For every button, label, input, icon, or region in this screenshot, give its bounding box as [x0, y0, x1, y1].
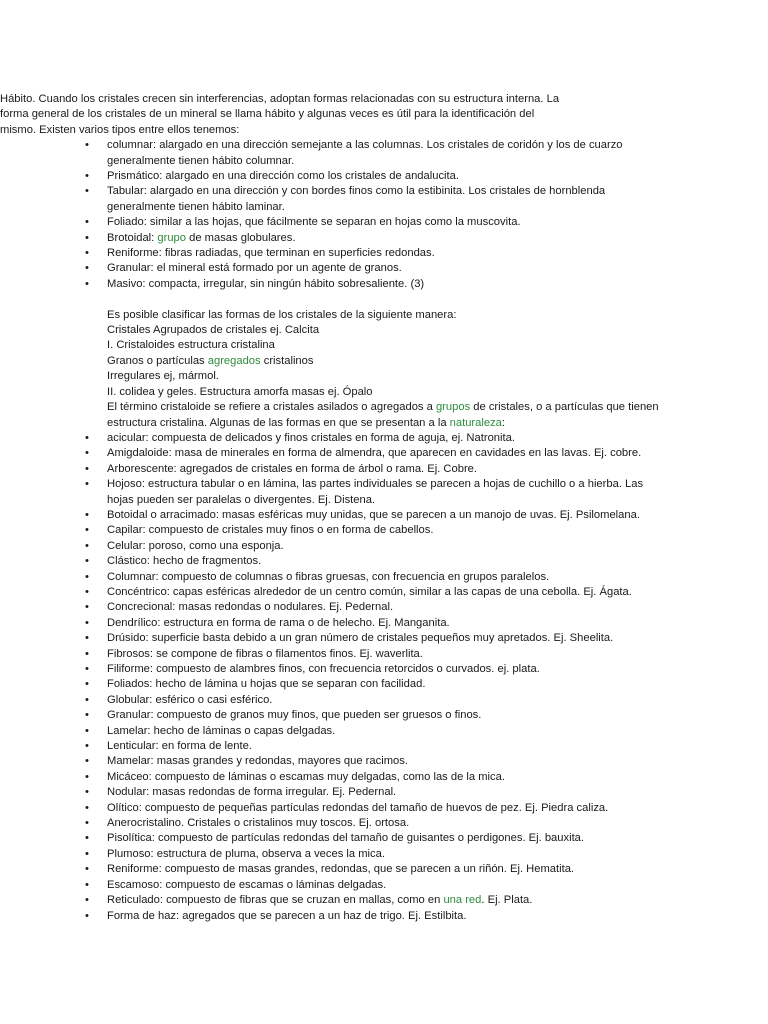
list-item-text: Plumoso: estructura de pluma, observa a veces la mica.	[107, 847, 385, 860]
bullet-icon: •	[85, 878, 89, 891]
list-item-text: acicular: compuesta de delicados y finos cristales en forma de aguja, ej. Natronita.	[107, 431, 515, 444]
bullet-icon: •	[85, 478, 89, 491]
bullet-icon: •	[85, 508, 89, 521]
list-item-text: Drúsido: superficie basta debido a un gran número de cristales pequeños muy apretados. Ej. Sheelita.	[107, 632, 614, 645]
classification-line-4-post: cristalinos	[260, 354, 314, 367]
list-item-text: Olítico: compuesto de pequeñas partículas redondas del tamaño de huevos de pez. Ej. Piedra caliza.	[107, 801, 609, 814]
list-item	[0, 862, 667, 877]
inline-link[interactable]: una red	[443, 894, 482, 907]
list-item-text: Capilar: compuesto de cristales muy finos o en forma de cabellos.	[107, 524, 434, 537]
bullet-icon: •	[85, 277, 89, 290]
bullet-icon: •	[85, 447, 89, 460]
list-item-text: columnar: alargado en una dirección semejante a las columnas. Los cristales de coridón y los de cuarzo generalmente tienen hábito columnar.	[107, 139, 623, 167]
classification-section	[107, 308, 667, 431]
classification-line-7	[107, 400, 667, 431]
naturaleza-link[interactable]: naturaleza	[449, 416, 502, 429]
bullet-icon: •	[85, 247, 89, 260]
list-item-text: Dendrílico: estructura en forma de rama o de helecho. Ej. Manganita.	[107, 616, 450, 629]
list-item-text: Arborescente: agregados de cristales en forma de árbol o rama. Ej. Cobre.	[107, 462, 478, 475]
list-item-text: Prismático: alargado en una dirección como los cristales de andalucita.	[107, 170, 459, 183]
bullet-icon: •	[85, 216, 89, 229]
bullet-icon: •	[85, 801, 89, 814]
list-item	[0, 261, 667, 276]
intro-paragraph: Hábito. Cuando los cristales crecen sin interferencias, adoptan formas relacionadas con su estructura interna. La forma general de los cristales de un mineral se llama hábito y algunas veces es útil para la identificación del mismo. Existen varios tipos entre ellos tenemos:	[0, 93, 560, 136]
list-item-text: Masivo: compacta, irregular, sin ningún hábito sobresaliente. (3)	[107, 277, 425, 290]
document-page	[0, 92, 768, 924]
list-item-text: Nodular: masas redondas de forma irregular. Ej. Pedernal.	[107, 786, 397, 799]
bullet-icon: •	[85, 693, 89, 706]
grupos-link[interactable]: grupos	[435, 401, 471, 414]
list-item	[0, 477, 667, 508]
list-item	[0, 631, 667, 646]
bullet-icon: •	[85, 770, 89, 783]
bullet-icon: •	[85, 616, 89, 629]
list-item	[0, 616, 667, 631]
list-item	[0, 246, 667, 261]
section-gap	[0, 292, 768, 307]
list-item	[0, 647, 667, 662]
list-item	[0, 831, 667, 846]
forms-list	[0, 431, 768, 924]
list-item-text: Reniforme: fibras radiadas, que terminan en superficies redondas.	[107, 247, 435, 260]
classification-line-7-mid: de cristales, o a partículas que tienen estructura cristalina. Algunas de las formas en que se presentan a la	[107, 401, 659, 429]
list-item-text: Concrecional: masas redondas o nodulares. Ej. Pedernal.	[107, 601, 394, 614]
list-item-text: Forma de haz: agregados que se parecen a un haz de trigo. Ej. Estilbita.	[107, 909, 467, 922]
bullet-icon: •	[85, 709, 89, 722]
list-item	[0, 693, 667, 708]
classification-intro: Es posible clasificar las formas de los cristales de la siguiente manera:	[107, 308, 457, 321]
bullet-icon: •	[85, 678, 89, 691]
list-item-text: Mamelar: masas grandes y redondas, mayores que racimos.	[107, 755, 408, 768]
list-item	[0, 600, 667, 615]
list-item	[0, 878, 667, 893]
list-item-text: Celular: poroso, como una esponja.	[107, 539, 284, 552]
list-item-text: Lenticular: en forma de lente.	[107, 740, 252, 753]
list-item-text: Micáceo: compuesto de láminas o escamas muy delgadas, como las de la mica.	[107, 770, 505, 783]
list-item	[0, 724, 667, 739]
list-item-text: Reniforme: compuesto de masas grandes, redondas, que se parecen a un riñón. Ej. Hematita.	[107, 863, 575, 876]
list-item	[0, 215, 667, 230]
classification-line-3: I. Cristaloides estructura cristalina	[107, 339, 275, 352]
classification-line-4	[107, 354, 667, 369]
list-item	[0, 816, 667, 831]
list-item-text: Brotoidal:	[107, 231, 158, 244]
bullet-icon: •	[85, 524, 89, 537]
list-item	[0, 754, 667, 769]
list-item-text: Pisolítica: compuesto de partículas redondas del tamaño de guisantes o perdigones. Ej. bauxita.	[107, 832, 585, 845]
habits-list	[0, 138, 768, 292]
bullet-icon: •	[85, 909, 89, 922]
classification-line-7-pre: El término cristaloide se refiere a cristales asilados o agregados a	[107, 401, 436, 414]
bullet-icon: •	[85, 570, 89, 583]
classification-line-7-post: :	[501, 416, 506, 429]
list-item	[0, 231, 667, 246]
bullet-icon: •	[85, 863, 89, 876]
list-item-text: Globular: esférico o casi esférico.	[107, 693, 273, 706]
list-item	[0, 708, 667, 723]
list-item-text: Tabular: alargado en una dirección y con bordes finos como la estibinita. Los cristales de hornblenda generalmente tienen hábito laminar.	[107, 185, 606, 213]
bullet-icon: •	[85, 262, 89, 275]
list-item	[0, 585, 667, 600]
list-item-text: . Ej. Plata.	[481, 894, 533, 907]
list-item-text: Columnar: compuesto de columnas o fibras gruesas, con frecuencia en grupos paralelos.	[107, 570, 550, 583]
list-item	[0, 801, 667, 816]
bullet-icon: •	[85, 170, 89, 183]
bullet-icon: •	[85, 847, 89, 860]
bullet-icon: •	[85, 585, 89, 598]
bullet-icon: •	[85, 724, 89, 737]
list-item	[0, 739, 667, 754]
classification-line-6: II. colidea y geles. Estructura amorfa masas ej. Ópalo	[107, 385, 373, 398]
list-item-text: Reticulado: compuesto de fibras que se cruzan en mallas, como en	[107, 894, 444, 907]
bullet-icon: •	[85, 832, 89, 845]
list-item	[0, 277, 667, 292]
bullet-icon: •	[85, 539, 89, 552]
inline-link[interactable]: grupo	[157, 231, 186, 244]
list-item-text: de masas globulares.	[186, 231, 296, 244]
bullet-icon: •	[85, 431, 89, 444]
classification-line-5: Irregulares ej, mármol.	[107, 370, 219, 383]
classification-line-4-pre: Granos o partículas	[107, 354, 208, 367]
list-item	[0, 523, 667, 538]
list-item-text: Hojoso: estructura tabular o en lámina, las partes individuales se parecen a hojas de cuchillo o a hierba. Las hojas pueden ser paralelas o divergentes. Ej. Distena.	[107, 478, 644, 506]
list-item-text: Escamoso: compuesto de escamas o láminas delgadas.	[107, 878, 387, 891]
list-item	[0, 677, 667, 692]
list-item-text: Anerocristalino. Cristales o cristalinos muy toscos. Ej. ortosa.	[107, 817, 410, 830]
list-item-text: Granular: el mineral está formado por un agente de granos.	[107, 262, 402, 275]
list-item-text: Foliado: similar a las hojas, que fácilmente se separan en hojas como la muscovita.	[107, 216, 521, 229]
list-item	[0, 909, 667, 924]
list-item	[0, 554, 667, 569]
bullet-icon: •	[85, 647, 89, 660]
classification-line-2: Cristales Agrupados de cristales ej. Calcita	[107, 324, 320, 337]
list-item	[0, 508, 667, 523]
bullet-icon: •	[85, 462, 89, 475]
list-item	[0, 138, 667, 169]
list-item	[0, 662, 667, 677]
bullet-icon: •	[85, 663, 89, 676]
list-item	[0, 893, 667, 908]
list-item	[0, 847, 667, 862]
list-item	[0, 785, 667, 800]
bullet-icon: •	[85, 740, 89, 753]
list-item	[0, 770, 667, 785]
list-item	[0, 431, 667, 446]
bullet-icon: •	[85, 817, 89, 830]
list-item-text: Concéntrico: capas esféricas alrededor de un centro común, similar a las capas de una cebolla. Ej. Ágata.	[107, 585, 632, 598]
list-item-text: Amigdaloide: masa de minerales en forma de almendra, que aparecen en cavidades en las lavas. Ej. cobre.	[107, 447, 642, 460]
list-item-text: Granular: compuesto de granos muy finos, que pueden ser gruesos o finos.	[107, 709, 482, 722]
list-item	[0, 570, 667, 585]
list-item-text: Foliados: hecho de lámina u hojas que se separan con facilidad.	[107, 678, 426, 691]
agregados-link[interactable]: agregados	[207, 354, 261, 367]
list-item-text: Clástico: hecho de fragmentos.	[107, 555, 262, 568]
bullet-icon: •	[85, 185, 89, 198]
bullet-icon: •	[85, 632, 89, 645]
list-item	[0, 539, 667, 554]
bullet-icon: •	[85, 786, 89, 799]
list-item	[0, 462, 667, 477]
list-item-text: Fibrosos: se compone de fibras o filamentos finos. Ej. waverlita.	[107, 647, 423, 660]
list-item	[0, 446, 667, 461]
bullet-icon: •	[85, 755, 89, 768]
list-item	[0, 184, 667, 215]
list-item-text: Lamelar: hecho de láminas o capas delgadas.	[107, 724, 336, 737]
bullet-icon: •	[85, 894, 89, 907]
bullet-icon: •	[85, 601, 89, 614]
list-item-text: Filiforme: compuesto de alambres finos, con frecuencia retorcidos o curvados. ej. plata.	[107, 663, 540, 676]
list-item	[0, 169, 667, 184]
bullet-icon: •	[85, 139, 89, 152]
bullet-icon: •	[85, 231, 89, 244]
bullet-icon: •	[85, 555, 89, 568]
list-item-text: Botoidal o arracimado: masas esféricas muy unidas, que se parecen a un manojo de uvas. Ej. Psilomelana.	[107, 508, 640, 521]
